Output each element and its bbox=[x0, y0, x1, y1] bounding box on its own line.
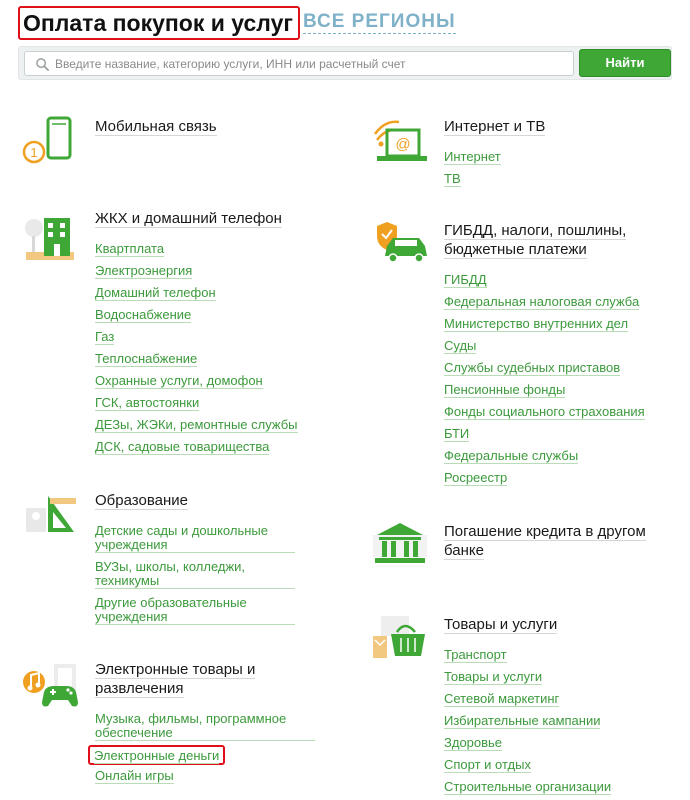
list-item bbox=[95, 329, 335, 344]
link-list bbox=[444, 272, 690, 492]
search-icon bbox=[35, 57, 50, 72]
link-list bbox=[444, 149, 684, 193]
svg-text:@: @ bbox=[395, 136, 411, 153]
service-link[interactable]: Росреестр bbox=[444, 470, 508, 485]
service-link[interactable]: Другие образовательные учреждения bbox=[95, 596, 295, 625]
list-item bbox=[444, 294, 690, 309]
list-item bbox=[444, 316, 690, 331]
list-item bbox=[444, 470, 690, 485]
bank-building-icon bbox=[371, 521, 429, 569]
service-link[interactable]: Транспорт bbox=[444, 647, 507, 662]
service-link[interactable]: Федеральная налоговая служба bbox=[444, 294, 640, 309]
service-link[interactable]: Домашний телефон bbox=[95, 285, 216, 300]
link-list bbox=[95, 241, 335, 461]
category-title[interactable] bbox=[444, 117, 664, 136]
link-list bbox=[95, 712, 315, 790]
list-item bbox=[95, 351, 335, 366]
service-link[interactable]: Спорт и отдых bbox=[444, 757, 531, 772]
list-item bbox=[95, 439, 335, 454]
list-item bbox=[95, 524, 295, 553]
list-item bbox=[444, 382, 690, 397]
category-title-text[interactable]: ЖКХ и домашний телефон bbox=[95, 210, 282, 227]
service-link[interactable]: Теплоснабжение bbox=[95, 351, 198, 366]
list-item bbox=[444, 360, 690, 375]
category-title[interactable] bbox=[444, 522, 674, 560]
list-item bbox=[444, 669, 690, 684]
category-title-text[interactable]: Интернет и ТВ bbox=[444, 118, 546, 135]
service-link[interactable]: ДСК, садовые товарищества bbox=[95, 439, 270, 454]
category-title-text[interactable]: Образование bbox=[95, 492, 188, 509]
service-link[interactable]: Строительные организации bbox=[444, 779, 612, 794]
category-title-text[interactable]: Мобильная связь bbox=[95, 118, 217, 135]
service-link[interactable]: ГИБДД bbox=[444, 272, 487, 287]
service-link[interactable]: Пенсионные фонды bbox=[444, 382, 566, 397]
service-link[interactable]: Онлайн игры bbox=[95, 768, 174, 783]
list-item bbox=[95, 395, 335, 410]
list-item bbox=[444, 713, 690, 728]
list-item bbox=[95, 263, 335, 278]
category-title-text[interactable]: Электронные товары и развлечения bbox=[95, 661, 256, 697]
shopping-basket-icon bbox=[371, 614, 429, 666]
svg-text:1: 1 bbox=[30, 145, 38, 160]
category-title[interactable] bbox=[95, 209, 325, 228]
service-link[interactable]: Здоровье bbox=[444, 735, 503, 750]
service-link[interactable]: Электронные деньги bbox=[94, 748, 220, 763]
link-list bbox=[444, 647, 690, 800]
search-button[interactable]: Найти bbox=[579, 49, 671, 77]
ruler-triangle-icon bbox=[22, 490, 78, 540]
list-item bbox=[95, 241, 335, 256]
list-item bbox=[444, 448, 690, 463]
service-link[interactable]: ДЕЗы, ЖЭКи, ремонтные службы bbox=[95, 417, 298, 432]
list-item bbox=[95, 560, 295, 589]
service-link[interactable]: Музыка, фильмы, программное обеспечение bbox=[95, 712, 315, 741]
highlight-box bbox=[88, 745, 225, 765]
list-item bbox=[444, 404, 690, 419]
category-title[interactable] bbox=[95, 117, 315, 136]
search-field[interactable] bbox=[24, 51, 574, 76]
list-item bbox=[444, 338, 690, 353]
service-link[interactable]: ТВ bbox=[444, 171, 461, 186]
service-link[interactable]: Сетевой маркетинг bbox=[444, 691, 560, 706]
all-regions-link[interactable]: ВСЕ РЕГИОНЫ bbox=[303, 11, 456, 32]
service-link[interactable]: ГСК, автостоянки bbox=[95, 395, 200, 410]
list-item bbox=[95, 712, 315, 741]
list-item bbox=[95, 285, 335, 300]
service-link[interactable]: Газ bbox=[95, 329, 115, 344]
link-list bbox=[95, 524, 295, 632]
service-link[interactable]: Товары и услуги bbox=[444, 669, 543, 684]
car-shield-icon bbox=[371, 220, 429, 268]
list-item bbox=[444, 757, 690, 772]
list-item bbox=[95, 307, 335, 322]
page-title: Оплата покупок и услуг bbox=[18, 6, 300, 40]
category-title[interactable] bbox=[444, 615, 664, 634]
search-input[interactable] bbox=[55, 52, 555, 75]
service-link[interactable]: Фонды социального страхования bbox=[444, 404, 645, 419]
service-link[interactable]: Службы судебных приставов bbox=[444, 360, 621, 375]
service-link[interactable]: Охранные услуги, домофон bbox=[95, 373, 263, 388]
laptop-wifi-icon bbox=[371, 116, 429, 168]
service-link[interactable]: БТИ bbox=[444, 426, 470, 441]
list-item bbox=[444, 426, 690, 441]
category-title[interactable] bbox=[95, 491, 315, 510]
gamepad-music-icon bbox=[22, 662, 82, 710]
service-link[interactable]: Детские сады и дошкольные учреждения bbox=[95, 524, 295, 553]
list-item bbox=[444, 171, 684, 186]
service-link[interactable]: Федеральные службы bbox=[444, 448, 579, 463]
service-link[interactable]: Квартплата bbox=[95, 241, 165, 256]
category-title-text[interactable]: Погашение кредита в другом банке bbox=[444, 523, 646, 559]
service-link[interactable]: Министерство внутренних дел bbox=[444, 316, 629, 331]
house-icon bbox=[22, 208, 78, 266]
list-item bbox=[444, 779, 690, 794]
service-link[interactable]: Электроэнергия bbox=[95, 263, 193, 278]
list-item bbox=[444, 647, 690, 662]
list-item bbox=[95, 596, 295, 625]
list-item bbox=[444, 735, 690, 750]
service-link[interactable]: ВУЗы, школы, колледжи, техникумы bbox=[95, 560, 295, 589]
smartphone-icon bbox=[22, 116, 80, 168]
category-title[interactable] bbox=[444, 221, 674, 259]
service-link[interactable]: Водоснабжение bbox=[95, 307, 192, 322]
category-title[interactable] bbox=[95, 660, 285, 698]
list-item bbox=[95, 373, 335, 388]
service-link[interactable]: Суды bbox=[444, 338, 477, 353]
service-link[interactable]: Интернет bbox=[444, 149, 501, 164]
category-title-text[interactable]: ГИБДД, налоги, пошлины, бюджетные платежи bbox=[444, 222, 627, 258]
list-item bbox=[444, 149, 684, 164]
list-item bbox=[444, 272, 690, 287]
list-item bbox=[95, 417, 335, 432]
category-title-text[interactable]: Товары и услуги bbox=[444, 616, 558, 633]
list-item bbox=[95, 768, 315, 783]
list-item bbox=[95, 748, 315, 765]
service-link[interactable]: Избирательные кампании bbox=[444, 713, 601, 728]
list-item bbox=[444, 691, 690, 706]
search-bar bbox=[18, 46, 672, 80]
